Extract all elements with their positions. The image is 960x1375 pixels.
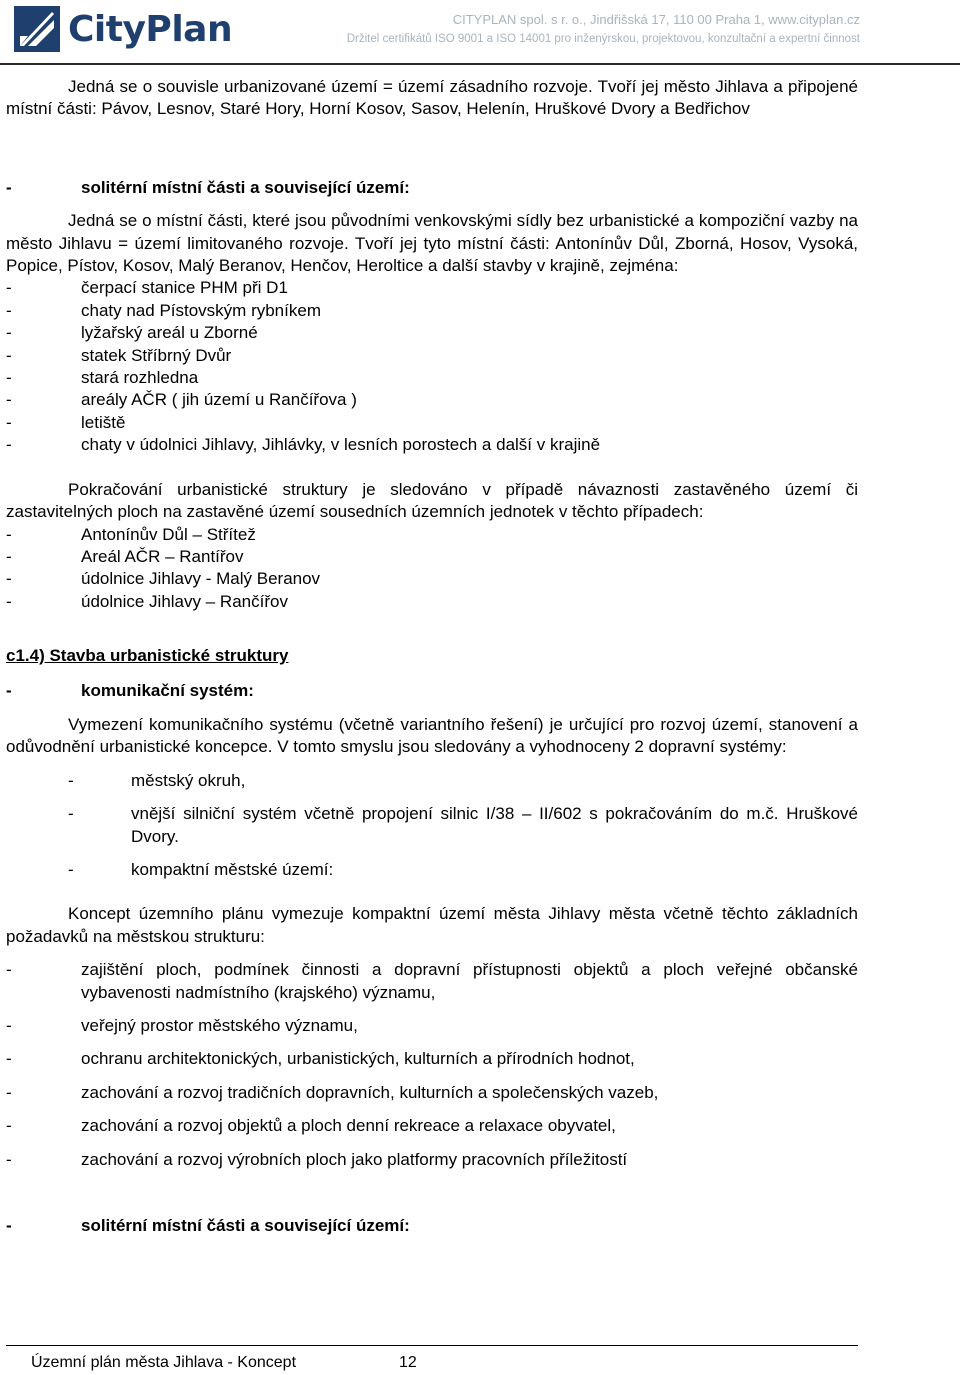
list-item: - údolnice Jihlavy - Malý Beranov — [6, 569, 321, 589]
list-item: - stará rozhledna — [6, 368, 199, 388]
heading-solitary-parts — [6, 177, 858, 199]
list-item: - údolnice Jihlavy – Rančířov — [6, 591, 288, 611]
paragraph-continuation: Pokračování urbanistické struktury je sledováno v případě návaznosti zastavěného území či zastavitelných ploch na zastavěné území sousedních územních jednotek v těchto případech: — [6, 479, 858, 522]
list-item-city-ring: - městský okruh, — [68, 770, 246, 790]
list-item: - Areál AČR – Rantířov — [6, 546, 244, 566]
document-body — [6, 76, 858, 1237]
logo-text: CityPlan — [68, 9, 233, 50]
heading-text: solitérní místní části a související území: — [81, 177, 410, 197]
page-header — [0, 0, 960, 64]
list-item: - Antonínův Důl – Střítež — [6, 524, 256, 544]
paragraph-urbanized-area: Jedná se o souvisle urbanizované území = území zásadního rozvoje. Tvoří jej město Jihlava a připojené místní části: Pávov, Lesnov, Staré Hory, Horní Kosov, Sasov, Helenín, Hruškové Dvory a Bedřichov — [6, 77, 858, 119]
list-item: - zachování a rozvoj tradičních dopravních, kulturních a společenských vazeb, — [6, 1082, 659, 1102]
list-item: - statek Stříbrný Dvůr — [6, 345, 232, 365]
list-item-road-system: - vnější silniční systém včetně propojení silnic I/38 – II/602 s pokračováním do m.č. Hruškové Dvory. — [68, 804, 858, 846]
list-item: - zajištění ploch, podmínek činnosti a dopravní přístupnosti objektů a ploch veřejné občanské vybavenosti nadmístního (krajského) významu, — [6, 960, 858, 1002]
company-address: CITYPLAN spol. s r. o., Jindřišská 17, 110 00 Praha 1, www.cityplan.cz — [452, 12, 860, 27]
list-solitary-structures — [6, 277, 858, 456]
list-item: - areály AČR ( jih území u Rančířova ) — [6, 390, 357, 410]
list-item: - lyžařský areál u Zborné — [6, 323, 258, 343]
page-number: 12 — [399, 1354, 417, 1371]
paragraph-compact-area: Koncept územního plánu vymezuje kompaktní území města Jihlavy města včetně těchto základních požadavků na městskou strukturu: — [6, 904, 858, 946]
certificate-line: Držitel certifikátů ISO 9001 a ISO 14001 pro inženýrskou, projektovou, konzultační a expertní činnost — [346, 33, 860, 45]
list-item-compact-area: - kompaktní městské území: — [68, 859, 334, 879]
section-title: c1.4) Stavba urbanistické struktury — [6, 646, 289, 666]
list-item: - ochranu architektonických, urbanistických, kulturních a přírodních hodnot, — [6, 1049, 635, 1069]
list-item: - chaty v údolnici Jihlavy, Jihlávky, v lesních porostech a další v krajině — [6, 435, 601, 455]
footer-title: Územní plán města Jihlava - Koncept — [31, 1354, 297, 1371]
list-item: - zachování a rozvoj objektů a ploch denní rekreace a relaxace obyvatel, — [6, 1116, 616, 1136]
list-item: - čerpací stanice PHM při D1 — [6, 278, 288, 298]
heading-solitary-parts-2 — [6, 1215, 858, 1237]
list-continuation-cases — [6, 524, 858, 614]
list-item: - letiště — [6, 412, 126, 432]
footer-divider — [6, 1345, 858, 1346]
heading-text: komunikační systém: — [81, 680, 254, 700]
paragraph-communication-system: Vymezení komunikačního systému (včetně variantního řešení) je určující pro rozvoj území, stanovení a odůvodnění urbanistické koncepce. V tomto smyslu jsou sledovány a vyhodnoceny 2 dopravní systémy: — [6, 714, 858, 757]
heading-text: solitérní místní části a související území: — [81, 1216, 410, 1236]
heading-communication-system — [6, 680, 858, 702]
dash-marker: - — [6, 1216, 12, 1236]
list-item: - zachování a rozvoj výrobních ploch jako platformy pracovních příležitostí — [6, 1149, 628, 1169]
header-divider — [0, 63, 960, 65]
list-item: - chaty nad Pístovským rybníkem — [6, 300, 321, 320]
paragraph-solitary-parts: Jedná se o místní části, které jsou původními venkovskými sídly bez urbanistické a kompoziční vazby na město Jihlavu = území limitovaného rozvoje. Tvoří jej tyto místní části: Antonínův Důl, Zborná, Hosov, Vysoká, Popice, Pístov, Kosov, Malý Beranov, Henčov, Heroltice a další stavby v krajině, zejména: — [6, 211, 858, 276]
cityplan-logo-icon — [14, 6, 60, 52]
dash-marker: - — [6, 680, 12, 700]
cityplan-logo — [14, 6, 233, 56]
list-item: - veřejný prostor městského významu, — [6, 1016, 358, 1035]
dash-marker: - — [6, 177, 12, 197]
